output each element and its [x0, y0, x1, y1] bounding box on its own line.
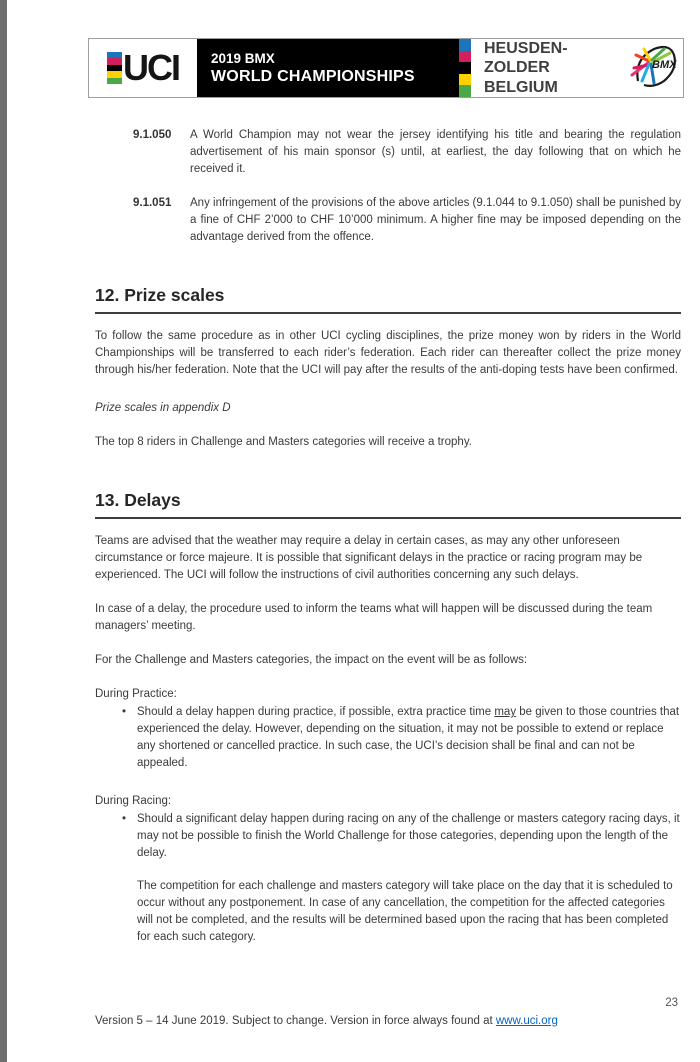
delays-paragraph-3: For the Challenge and Masters categories, the impact on the event will be as follows: [95, 654, 528, 666]
divider-green [459, 85, 471, 97]
article-text: Any infringement of the provisions of the above articles (9.1.044 to 9.1.050) shall be punished by a fine of CHF 2’000 to CHF 10’000 minimum. A higher fine may be imposed depending on the advantage derived from the offence. [190, 197, 681, 243]
document-header-banner [88, 38, 684, 98]
prize-scales-appendix-note: Prize scales in appendix D [95, 402, 231, 414]
uci-wordmark: UCI [123, 47, 179, 88]
practice-bullet-item [95, 704, 681, 772]
divider-black [459, 62, 471, 74]
rainbow-divider [459, 39, 471, 97]
divider-red [459, 51, 471, 63]
practice-bullet-pre: Should a delay happen during practice, if possible, extra practice time [137, 706, 495, 718]
section-12-heading: 12. Prize scales [95, 284, 681, 314]
event-name: WORLD CHAMPIONSHIPS [211, 68, 415, 86]
bullet-icon: • [122, 706, 127, 718]
stripe-yellow [107, 71, 122, 78]
uci-logo [89, 39, 197, 97]
practice-bullet-underlined-word: may [494, 706, 517, 718]
footer-version-line [95, 1015, 558, 1027]
bullet-icon: • [122, 813, 127, 825]
during-practice-label: During Practice: [95, 688, 177, 700]
location-country: BELGIUM [484, 78, 558, 96]
delays-paragraph-2: In case of a delay, the procedure used to inform the teams what will happen will be discussed during the team managers’ meeting. [95, 603, 653, 632]
event-location-block [471, 39, 683, 97]
stripe-black [107, 65, 122, 72]
racing-bullet-item [95, 811, 681, 862]
practice-bullet-post: be given to those countries that experienced the delay. However, depending on the situation, it may not be possible to extend or replace any shortened or cancelled practice. In such case, the UCI’s decision shall be final and can not be appealed. [137, 706, 680, 769]
article-9-1-051 [133, 195, 681, 246]
uci-rainbow-stripes-icon [107, 52, 122, 85]
article-number: 9.1.050 [133, 129, 172, 141]
stripe-green [107, 78, 122, 85]
event-title-block [197, 39, 459, 97]
section-13-heading: 13. Delays [95, 489, 681, 519]
page-edge-strip [0, 0, 7, 1062]
during-racing-label: During Racing: [95, 795, 172, 807]
stripe-blue [107, 52, 122, 59]
event-year-discipline: 2019 BMX [211, 50, 275, 66]
document-body [95, 98, 681, 946]
trophy-line: The top 8 riders in Challenge and Masters categories will receive a trophy. [95, 436, 472, 448]
practice-bullet-text [137, 704, 681, 772]
location-city: HEUSDEN-ZOLDER [484, 40, 568, 77]
uci-website-link[interactable]: www.uci.org [495, 1015, 558, 1027]
divider-blue [459, 39, 471, 51]
footer-version-text: Version 5 – 14 June 2019. Subject to change. Version in force always found at [95, 1015, 496, 1027]
bmx-event-logo-icon [624, 41, 678, 96]
section-12-paragraph: To follow the same procedure as in other UCI cycling disciplines, the prize money won by riders in the World Championships will be transferred to each rider’s federation. Each rider can thereafter collect the prize money through his/her federation. Note that the UCI will pay after the results of the anti-doping tests have been confirmed. [95, 330, 681, 376]
delays-paragraph-1: Teams are advised that the weather may require a delay in certain cases, as may any other unforeseen circumstance or force majeure. It is possible that significant delays in the practice or racing program may be experienced. The UCI will follow the instructions of civil authorities concerning any such delays. [95, 535, 643, 581]
stripe-red [107, 58, 122, 65]
racing-continuation-paragraph: The competition for each challenge and masters category will take place on the day that it is scheduled to occur without any postponement. In case of any cancellation, the competition for the affected categories will not be completed, and the results will be determined based upon the racing that has been completed for each such category. [137, 880, 673, 943]
page-number: 23 [665, 997, 678, 1009]
divider-yellow [459, 74, 471, 86]
article-text: A World Champion may not wear the jersey identifying his title and bearing the regulation advertisement of his main sponsor (s) until, at earliest, the day following that on which he received it. [190, 129, 681, 175]
bmx-logo-label: BMX [652, 58, 677, 71]
article-number: 9.1.051 [133, 197, 172, 209]
article-9-1-050 [133, 127, 681, 178]
racing-bullet-text: Should a significant delay happen during racing on any of the challenge or masters category racing days, it may not be possible to finish the World Challenge for those categories, depending upon the length of the delay. [137, 813, 680, 859]
